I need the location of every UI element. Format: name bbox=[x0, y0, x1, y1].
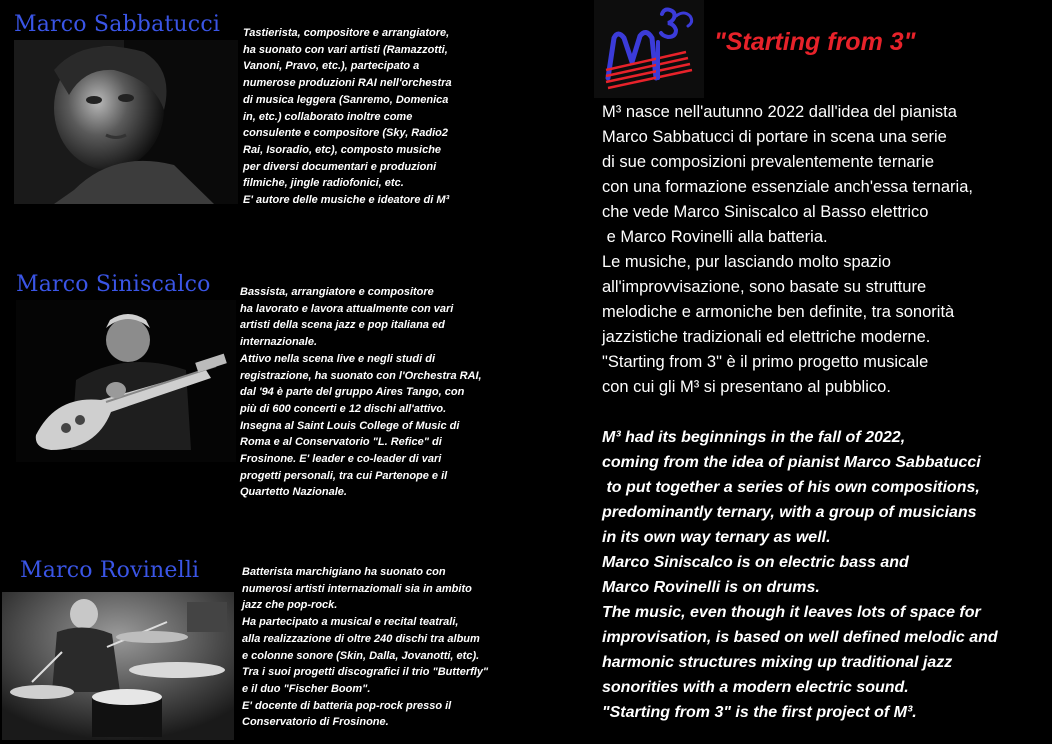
bio-line: per diversi documentari e produzioni bbox=[243, 160, 437, 173]
description-line: melodiche e armoniche ben definite, tra sonorità bbox=[602, 303, 955, 321]
bio-line: e colonne sonore (Skin, Dalla, Jovanotti, etc). bbox=[242, 649, 480, 662]
project-description-italian bbox=[602, 100, 973, 400]
bio-line: più di 600 concerti e 12 dischi all'attivo. bbox=[240, 402, 447, 415]
bio-line: progetti personali, tra cui Partenope e il bbox=[240, 469, 448, 482]
rovinelli-bio bbox=[242, 564, 488, 731]
siniscalco-photo bbox=[16, 300, 236, 462]
description-line: Marco Siniscalco is on electric bass and bbox=[602, 554, 909, 571]
bio-line: numerose produzioni RAI nell'orchestra bbox=[243, 77, 452, 90]
sabbatucci-photo bbox=[14, 40, 238, 204]
description-line: all'improvvisazione, sono basate su strutture bbox=[602, 278, 927, 296]
description-line: Marco Sabbatucci di portare in scena una serie bbox=[602, 128, 947, 146]
musician-name-sabbatucci: Marco Sabbatucci bbox=[14, 12, 221, 37]
m3-logo-icon bbox=[594, 0, 704, 98]
bio-line: Attivo nella scena live e negli studi di bbox=[240, 352, 435, 365]
description-line: coming from the idea of pianist Marco Sabbatucci bbox=[602, 454, 981, 471]
bio-line: E' autore delle musiche e ideatore di M³ bbox=[243, 194, 450, 207]
bio-line: Insegna al Saint Louis College of Music di bbox=[240, 419, 460, 432]
bio-line: consulente e compositore (Sky, Radio2 bbox=[243, 127, 448, 140]
bio-line: Frosinone. E' leader e co-leader di vari bbox=[240, 453, 442, 466]
sabbatucci-bio bbox=[243, 25, 452, 209]
description-line: di sue composizioni prevalentemente ternarie bbox=[602, 153, 935, 171]
bio-line: Batterista marchigiano ha suonato con bbox=[242, 566, 446, 578]
description-line: to put together a series of his own compositions, bbox=[602, 479, 980, 496]
bio-line: jazz che pop-rock. bbox=[242, 599, 338, 612]
description-line: "Starting from 3" is the first project of M³. bbox=[602, 704, 917, 721]
bio-line: Quartetto Nazionale. bbox=[240, 486, 347, 499]
description-line: improvisation, is based on well defined melodic and bbox=[602, 629, 998, 646]
description-line: predominantly ternary, with a group of musicians bbox=[602, 504, 977, 521]
bio-line: Rai, Isoradio, etc), composto musiche bbox=[243, 143, 442, 156]
description-line: The music, even though it leaves lots of space for bbox=[602, 604, 981, 621]
bio-line: Tra i suoi progetti discografici il trio "Butterfly" bbox=[242, 666, 489, 679]
bio-line: filmiche, jingle radiofonici, etc. bbox=[243, 177, 404, 190]
description-line: M³ nasce nell'autunno 2022 dall'idea del pianista bbox=[602, 103, 957, 121]
description-line: con cui gli M³ si presentano al pubblico. bbox=[602, 378, 891, 396]
bio-line: Bassista, arrangiatore e compositore bbox=[240, 286, 434, 298]
bio-line: numerosi artisti internaziomali sia in ambito bbox=[242, 582, 472, 595]
bio-line: in, etc.) collaborato inoltre come bbox=[243, 110, 413, 123]
bio-line: e il duo "Fischer Boom". bbox=[242, 682, 371, 695]
description-line: Le musiche, pur lasciando molto spazio bbox=[602, 253, 891, 271]
description-line: Marco Rovinelli is on drums. bbox=[602, 579, 820, 596]
bio-line: Conservatorio di Frosinone. bbox=[242, 716, 389, 729]
description-line: sonorities with a modern electric sound. bbox=[602, 679, 909, 696]
description-line: harmonic structures mixing up traditional jazz bbox=[602, 654, 953, 671]
project-tagline: "Starting from 3" bbox=[714, 28, 916, 56]
musician-name-siniscalco: Marco Siniscalco bbox=[16, 272, 211, 297]
bio-line: ha lavorato e lavora attualmente con vari bbox=[240, 302, 454, 315]
bio-line: di musica leggera (Sanremo, Domenica bbox=[243, 93, 449, 106]
m3-logo bbox=[594, 0, 704, 98]
bio-line: Vanoni, Pravo, etc.), partecipato a bbox=[243, 60, 420, 73]
bio-line: dal '94 è parte del gruppo Aires Tango, con bbox=[240, 386, 465, 399]
bio-line: Tastierista, compositore e arrangiatore, bbox=[243, 27, 450, 39]
description-line: "Starting from 3" è il primo progetto musicale bbox=[602, 353, 929, 371]
description-line: jazzistiche tradizionali ed elettriche moderne. bbox=[602, 328, 931, 346]
bio-line: registrazione, ha suonato con l'Orchestra RAI, bbox=[240, 369, 482, 382]
bio-line: E' docente di batteria pop-rock presso il bbox=[242, 699, 452, 712]
bio-line: Roma e al Conservatorio "L. Refice" di bbox=[240, 436, 442, 449]
description-line: M³ had its beginnings in the fall of 2022, bbox=[602, 429, 906, 446]
description-line: e Marco Rovinelli alla batteria. bbox=[602, 228, 828, 246]
description-line: in its own way ternary as well. bbox=[602, 529, 831, 546]
bio-line: Ha partecipato a musical e recital teatrali, bbox=[242, 616, 459, 629]
rovinelli-photo bbox=[2, 592, 234, 740]
description-line: con una formazione essenziale anch'essa ternaria, bbox=[602, 178, 973, 196]
bio-line: ha suonato con vari artisti (Ramazzotti, bbox=[243, 43, 448, 56]
siniscalco-bio bbox=[240, 284, 482, 501]
description-line: che vede Marco Siniscalco al Basso elettrico bbox=[602, 203, 929, 221]
project-description-english bbox=[602, 425, 998, 725]
bio-line: artisti della scena jazz e pop italiana ed bbox=[240, 319, 445, 332]
bio-line: internazionale. bbox=[240, 336, 318, 349]
musician-name-rovinelli: Marco Rovinelli bbox=[20, 558, 200, 583]
bio-line: alla realizzazione di oltre 240 dischi tra album bbox=[242, 632, 480, 645]
